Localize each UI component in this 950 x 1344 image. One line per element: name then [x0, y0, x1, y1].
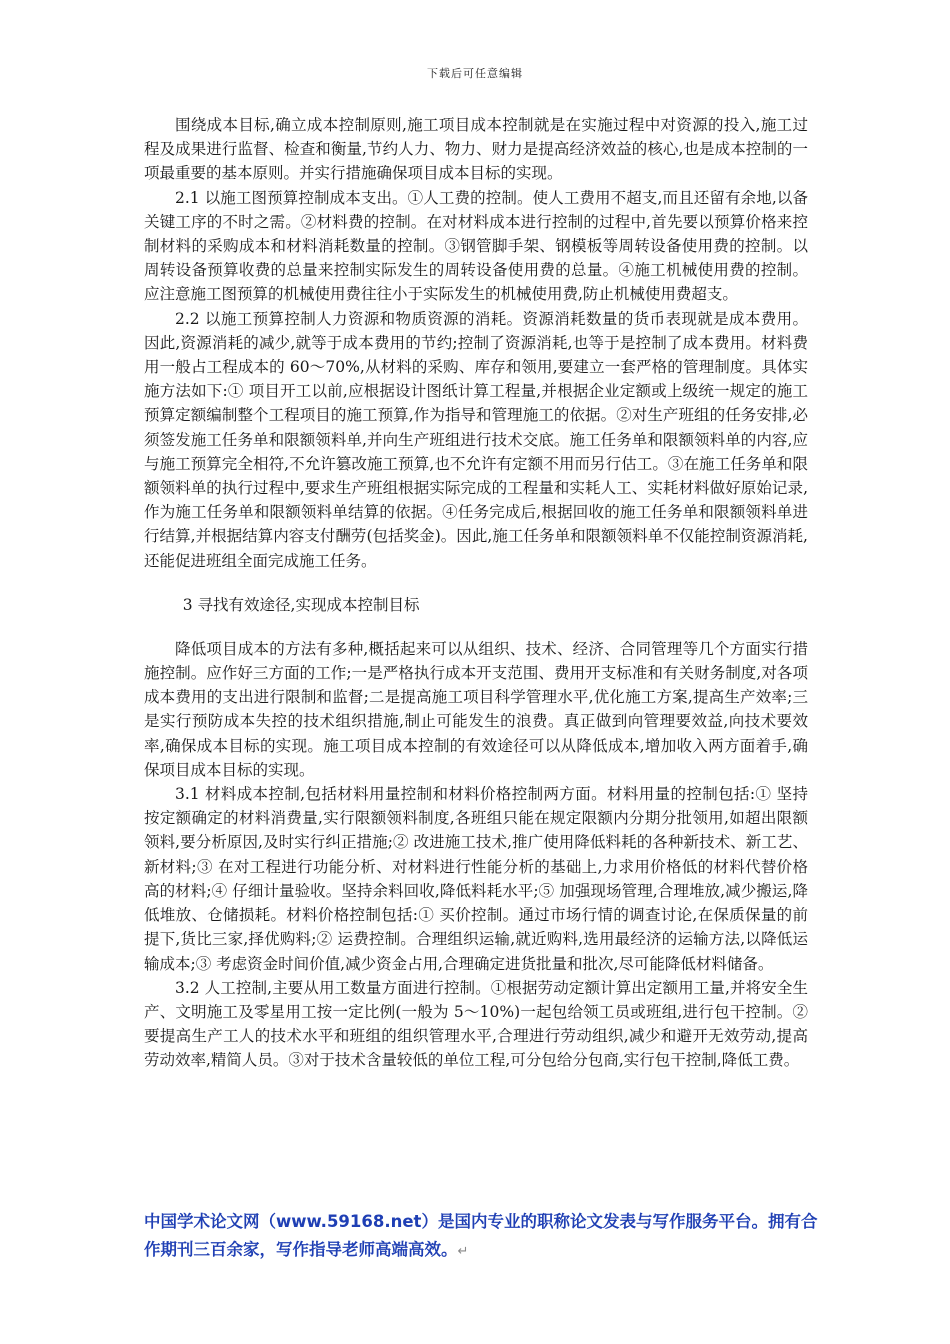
paragraph-3-1: 3.1 材料成本控制,包括材料用量控制和材料价格控制两方面。材料用量的控制包括:① 坚持按定额确定的材料消费量,实行限额领料制度,各班组只能在规定限额内分期分批领用,如超出限额领料,要分析原因,及时实行纠正措施;② 改进施工技术,推广使用降低料耗的各种新技术、新工艺、新材料;③ 在对工程进行功能分析、对材料进行性能分析的基础上,力求用价格低的材料代替价格高的材料;④ 仔细计量验收。坚持余料回收,降低料耗水平;⑤ 加强现场管理,合理堆放,减少搬运,降低堆放、仓储损耗。材料价格控制包括:① 买价控制。通过市场行情的调查讨论,在保质保量的前提下,货比三家,择优购料;② 运费控制。合理组织运输,就近购料,选用最经济的运输方法,以降低运输成本;③ 考虑资金时间价值,减少资金占用,合理确定进货批量和批次,尽可能降低材料储备。 [144, 785, 808, 973]
paragraph-2-1: 2.1 以施工图预算控制成本支出。①人工费的控制。使人工费用不超支,而且还留有余地,以备关键工序的不时之需。②材料费的控制。在对材料成本进行控制的过程中,首先要以预算价格来控制材料的采购成本和材料消耗数量的控制。③钢管脚手架、钢模板等周转设备使用费的控制。以周转设备预算收费的总量来控制实际发生的周转设备使用费的总量。④施工机械使用费的控制。应注意施工图预算的机械使用费往往小于实际发生的机械使用费,防止机械使用费超支。 [144, 188, 808, 304]
paragraph-2-2: 2.2 以施工预算控制人力资源和物质资源的消耗。资源消耗数量的货币表现就是成本费用。因此,资源消耗的减少,就等于成本费用的节约;控制了资源消耗,也等于是控制了成本费用。材料费用一般占工程成本的 60～70%,从材料的采购、库存和领用,要建立一套严格的管理制度。具体实施方法如下:① 项目开工以前,应根据设计图纸计算工程量,并根据企业定额或上级统一规定的施工预算定额编制整个工程项目的施工预算,作为指导和管理施工的依据。②对生产班组的任务安排,必须签发施工任务单和限额领料单,并向生产班组进行技术交底。施工任务单和限额领料单的内容,应与施工预算完全相符,不允许篡改施工预算,也不允许有定额不用而另行估工。③在施工任务单和限额领料单的执行过程中,要求生产班组根据实际完成的工程量和实耗人工、实耗材料做好原始记录,作为施工任务单和限额领料单结算的依据。④任务完成后,根据回收的施工任务单和限额领料单进行结算,并根据结算内容支付酬劳(包括奖金)。因此,施工任务单和限额领料单不仅能控制资源消耗,还能促进班组全面完成施工任务。 [144, 309, 808, 570]
promo-footer [144, 1208, 824, 1266]
section-3-heading: 3 寻找有效途径,实现成本控制目标 [182, 595, 420, 614]
paragraph-3-intro: 降低项目成本的方法有多种,概括起来可以从组织、技术、经济、合同管理等几个方面实行措施控制。应作好三方面的工作;一是严格执行成本开支范围、费用开支标准和有关财务制度,对各项成本费用的支出进行限制和监督;二是提高施工项目科学管理水平,优化施工方案,提高生产效率;三是实行预防成本失控的技术组织措施,制止可能发生的浪费。真正做到向管理要效益,向技术要效率,确保成本目标的实现。施工项目成本控制的有效途径可以从降低成本,增加收入两方面着手,确保项目成本目标的实现。 [144, 639, 808, 779]
document-body [144, 113, 808, 1073]
paragraph-mark-icon: ↵ [457, 1244, 469, 1259]
page-header: 下载后可任意编辑 [427, 67, 523, 80]
paragraph-3-2: 3.2 人工控制,主要从用工数量方面进行控制。①根据劳动定额计算出定额用工量,并将安全生产、文明施工及零星用工按一定比例(一般为 5～10%)一起包给领工员或班组,进行包干控制。②要提高生产工人的技术水平和班组的组织管理水平,合理进行劳动组织,减少和避开无效劳动,提高劳动效率,精简人员。③对于技术含量较低的单位工程,可分包给分包商,实行包干控制,降低工费。 [144, 978, 808, 1070]
paragraph-intro: 围绕成本目标,确立成本控制原则,施工项目成本控制就是在实施过程中对资源的投入,施工过程及成果进行监督、检查和衡量,节约人力、物力、财力是提高经济效益的核心,也是成本控制的一项最重要的基本原则。并实行措施确保项目成本目标的实现。 [144, 116, 808, 183]
promo-footer-text: 中国学术论文网（www.59168.net）是国内专业的职称论文发表与写作服务平台。拥有合作期刊三百余家，写作指导老师高端高效。 [144, 1212, 818, 1259]
